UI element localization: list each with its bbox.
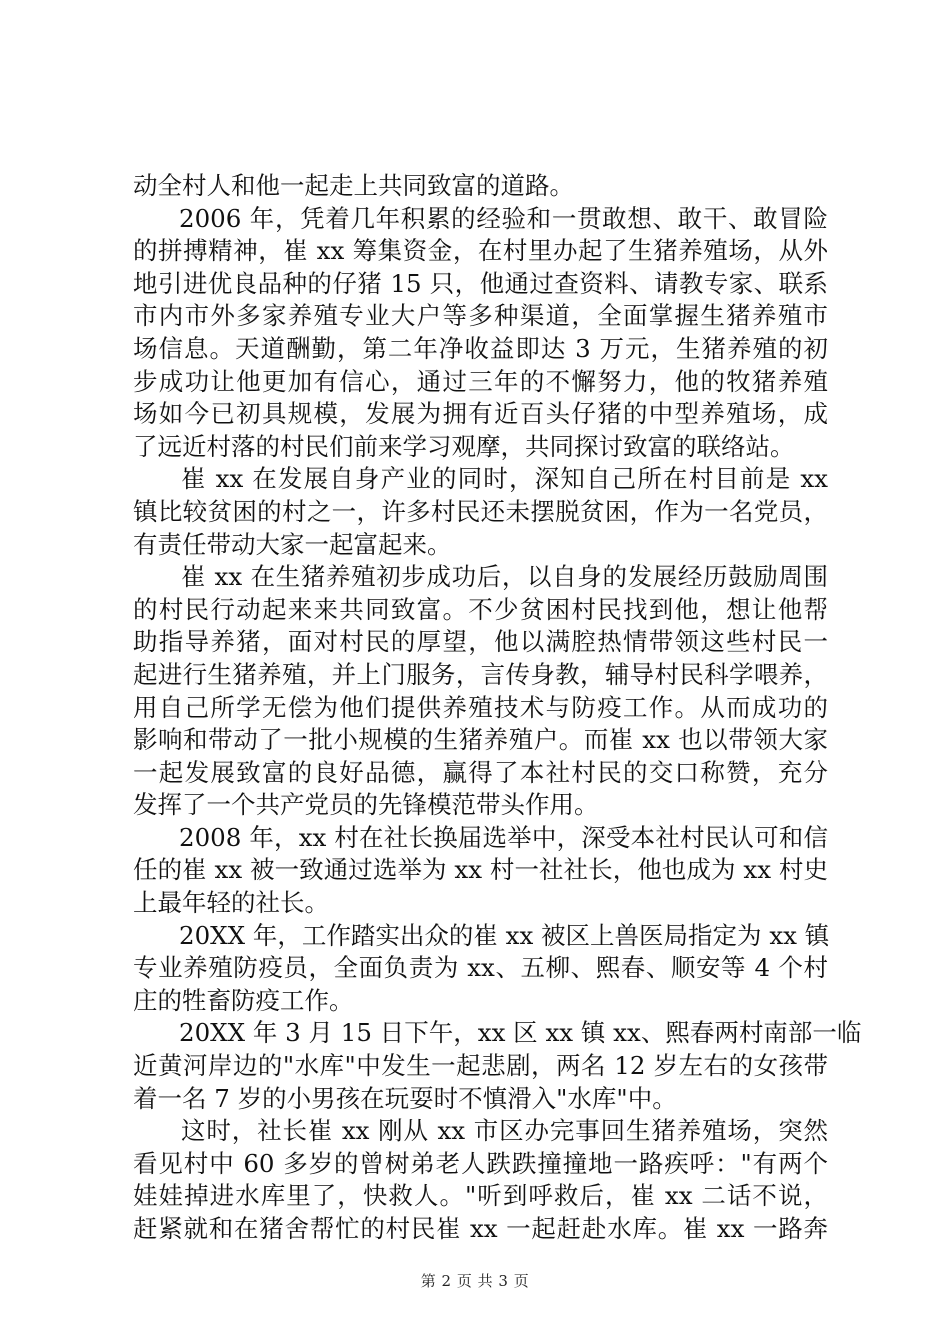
text-line: 2008 年，xx 村在社长换届选举中，深受本社村民认可和信 — [179, 822, 828, 852]
text-line: 20XX 年 3 月 15 日下午，xx 区 xx 镇 xx、熙春两村南部一临 — [179, 1018, 862, 1048]
text-line: 地引进优良品种的仔猪 15 只，他通过查资料、请教专家、联系 — [133, 268, 828, 298]
text-line: 2006 年，凭着几年积累的经验和一贯敢想、敢干、敢冒险 — [179, 203, 828, 233]
text-line: 看见村中 60 多岁的曾树弟老人跌跌撞撞地一路疾呼："有两个 — [133, 1148, 828, 1178]
text-line: 了远近村落的村民们前来学习观摩，共同探讨致富的联络站。 — [133, 431, 795, 461]
text-line: 影响和带动了一批小规模的生猪养殖户。而崔 xx 也以带领大家 — [133, 725, 828, 755]
text-line: 20XX 年，工作踏实出众的崔 xx 被区上兽医局指定为 xx 镇 — [179, 920, 830, 950]
text-line: 步成功让他更加有信心，通过三年的不懈努力，他的牧猪养殖 — [133, 366, 828, 396]
text-line: 崔 xx 在生猪养殖初步成功后，以自身的发展经历鼓励周围 — [181, 562, 828, 592]
text-line: 镇比较贫困的村之一，许多村民还未摆脱贫困，作为一名党员， — [133, 496, 828, 526]
text-line: 动全村人和他一起走上共同致富的道路。 — [133, 171, 574, 200]
text-line: 赶紧就和在猪舍帮忙的村民崔 xx 一起赶赴水库。崔 xx 一路奔 — [133, 1214, 828, 1243]
page-number-footer: 第 2 页 共 3 页 — [420, 1272, 530, 1290]
text-line: 近黄河岸边的"水库"中发生一起悲剧，两名 12 岁左右的女孩带 — [133, 1051, 828, 1081]
text-line: 发挥了一个共产党员的先锋模范带头作用。 — [133, 790, 599, 820]
text-line: 上最年轻的社长。 — [133, 888, 329, 918]
text-line: 崔 xx 在发展自身产业的同时，深知自己所在村目前是 xx — [181, 464, 828, 494]
document-body — [133, 170, 862, 1246]
text-line: 的拼搏精神，崔 xx 筹集资金，在村里办起了生猪养殖场，从外 — [133, 236, 828, 266]
text-line: 这时，社长崔 xx 刚从 xx 市区办完事回生猪养殖场，突然 — [181, 1116, 828, 1146]
text-line: 场信息。天道酬勤，第二年净收益即达 3 万元，生猪养殖的初 — [133, 333, 828, 363]
text-line: 庄的牲畜防疫工作。 — [133, 985, 354, 1015]
text-line: 专业养殖防疫员，全面负责为 xx、五柳、熙春、顺安等 4 个村 — [133, 953, 828, 983]
text-line: 有责任带动大家一起富起来。 — [133, 529, 452, 559]
text-line: 的村民行动起来来共同致富。不少贫困村民找到他，想让他帮 — [133, 594, 828, 624]
text-line: 助指导养猪，面对村民的厚望，他以满腔热情带领这些村民一 — [133, 627, 828, 657]
text-line: 用自己所学无偿为他们提供养殖技术与防疫工作。从而成功的 — [133, 692, 828, 722]
text-line: 娃娃掉进水库里了，快救人。"听到呼救后，崔 xx 二话不说， — [133, 1181, 828, 1211]
text-line: 起进行生猪养殖，并上门服务，言传身教，辅导村民科学喂养， — [133, 659, 828, 689]
text-line: 市内市外多家养殖专业大户等多种渠道，全面掌握生猪养殖市 — [133, 301, 828, 331]
text-line: 着一名 7 岁的小男孩在玩耍时不慎滑入"水库"中。 — [133, 1083, 677, 1113]
text-line: 一起发展致富的良好品德，赢得了本社村民的交口称赞，充分 — [133, 757, 828, 787]
text-line: 场如今已初具规模，发展为拥有近百头仔猪的中型养殖场，成 — [133, 399, 828, 429]
text-line: 任的崔 xx 被一致通过选举为 xx 村一社社长，他也成为 xx 村史 — [133, 855, 828, 885]
